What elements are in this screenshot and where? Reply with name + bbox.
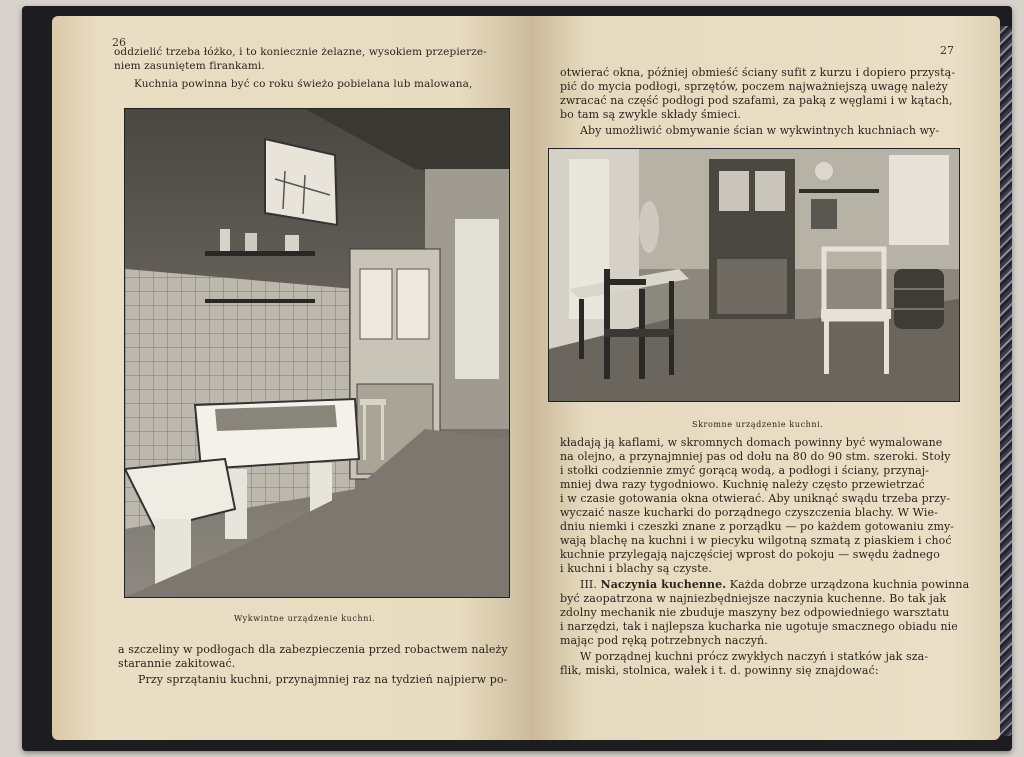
- left-page: [52, 16, 530, 740]
- right-text-line: i w czasie gotowania okna otwierać. Aby uniknąć swądu trzeba przy-: [560, 492, 951, 505]
- section-heading-line: [580, 578, 969, 592]
- kitchen-photo-elegant: [124, 108, 510, 598]
- right-text-line: flik, miski, stolnica, wałek i t. d. powinny się znajdować:: [560, 664, 879, 677]
- right-text-line: otwierać okna, później obmieść ściany sufit z kurzu i dopiero przystą-: [560, 66, 956, 79]
- right-page-number: 27: [940, 44, 954, 57]
- right-text-line: kładają ją kaflami, w skromnych domach powinny być wymalowane: [560, 436, 943, 449]
- right-text-line: zwracać na część podłogi pod szafami, za paką z węglami i w kątach,: [560, 94, 953, 107]
- right-text-line: bo tam są zwykle składy śmieci.: [560, 108, 741, 121]
- right-page: [530, 16, 1000, 740]
- left-photo-caption: Wykwintne urządzenie kuchni.: [234, 614, 376, 623]
- right-text-line: i stołki codziennie zmyć gorącą wodą, a podłogi i ściany, przynaj-: [560, 464, 930, 477]
- right-text-line: mając pod ręką potrzebnych naczyń.: [560, 634, 768, 647]
- left-text-line: oddzielić trzeba łóżko, i to koniecznie żelazne, wysokiem przepierze-: [114, 46, 487, 58]
- right-text-line: dniu niemki i czeszki znane z porządku — po każdem gotowaniu zmy-: [560, 520, 955, 533]
- open-book: [22, 6, 1012, 751]
- right-text-line: mniej dwa razy tygodniowo. Kuchnię należy często przewietrzać: [560, 478, 925, 491]
- right-text-line: zdolny mechanik nie zbuduje maszyny bez odpowiedniego warsztatu: [560, 606, 950, 619]
- right-text-line: pić do mycia podłogi, sprzętów, poczem najważniejszą uwagę należy: [560, 80, 948, 93]
- right-text-line: Aby umożliwić obmywanie ścian w wykwintnych kuchniach wy-: [580, 124, 940, 137]
- section-number: III.: [580, 578, 597, 591]
- right-text-line: i narzędzi, tak i najlepsza kucharka nie ugotuje smacznego obiadu nie: [560, 620, 958, 633]
- left-text-line: starannie zakitować.: [118, 657, 236, 670]
- right-photo-caption: Skromne urządzenie kuchni.: [692, 420, 824, 429]
- kitchen-photo-modest: [548, 148, 960, 402]
- right-text-line: i kuchni i blachy są czyste.: [560, 562, 712, 575]
- right-text-line: W porządnej kuchni prócz zwykłych naczyń i statków jak sza-: [580, 650, 929, 663]
- left-text-line: a szczeliny w podłogach dla zabezpieczenia przed robactwem należy: [118, 643, 508, 656]
- left-text-line: niem zasuniętem firankami.: [114, 60, 265, 72]
- right-text-line: wyczaić nasze kucharki do porządnego czyszczenia blachy. W Wie-: [560, 506, 938, 519]
- section-title: Naczynia kuchenne.: [600, 578, 727, 591]
- right-text-line: kuchnie przylegają najczęściej wprost do pokoju — swędu żadnego: [560, 548, 940, 561]
- left-page-number: 26: [112, 36, 126, 49]
- right-text-line: na olejno, a przynajmniej pas od dołu na 80 do 90 stm. szeroki. Stoły: [560, 450, 951, 463]
- right-text-line: być zaopatrzona w najniezbędniejsze naczynia kuchenne. Bo tak jak: [560, 592, 947, 605]
- left-text-line: Kuchnia powinna być co roku świeżo pobielana lub malowana,: [134, 78, 473, 90]
- left-text-line: Przy sprzątaniu kuchni, przynajmniej raz na tydzień najpierw po-: [138, 673, 508, 686]
- right-text-line: wają blachę na kuchni i w piecyku wilgotną szmatą z piaskiem i choć: [560, 534, 952, 547]
- section-first-line: Każda dobrze urządzona kuchnia powinna: [729, 578, 970, 591]
